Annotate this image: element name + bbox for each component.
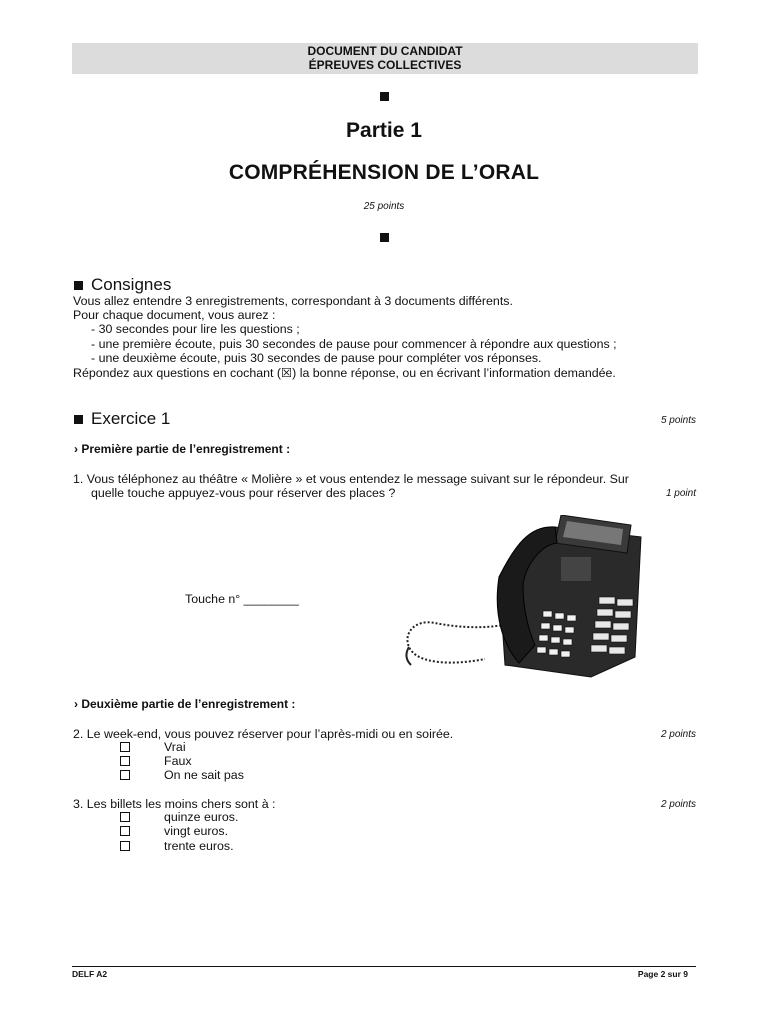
q3-option-label: vingt euros. xyxy=(164,824,229,838)
exercice-points: 5 points xyxy=(660,415,696,426)
q1-answer-field[interactable]: Touche n° ________ xyxy=(185,592,299,606)
part1-heading: › Première partie de l’enregistrement : xyxy=(74,442,291,456)
q1-points: 1 point xyxy=(665,488,696,499)
q3-option[interactable] xyxy=(120,824,228,838)
q2-option[interactable] xyxy=(120,768,244,782)
header-line-2: ÉPREUVES COLLECTIVES xyxy=(308,58,462,72)
q2-text: 2. Le week-end, vous pouvez réserver pour l’après-midi ou en soirée. xyxy=(73,727,454,741)
part2-heading: › Deuxième partie de l’enregistrement : xyxy=(74,697,296,711)
q2-option-label: Vrai xyxy=(164,740,186,754)
consignes-line: Pour chaque document, vous aurez : xyxy=(73,308,276,322)
consignes-line: Vous allez entendre 3 enregistrements, correspondant à 3 documents différents. xyxy=(73,294,513,308)
square-bullet-icon xyxy=(74,415,83,424)
header-line-1: DOCUMENT DU CANDIDAT xyxy=(307,44,463,58)
q3-option[interactable] xyxy=(120,839,234,853)
section-points: 25 points xyxy=(363,201,405,212)
q3-text: 3. Les billets les moins chers sont à : xyxy=(73,797,276,811)
checkbox[interactable] xyxy=(120,826,130,836)
square-bullet-icon xyxy=(74,281,83,290)
section-title: COMPRÉHENSION DE L’ORAL xyxy=(228,161,540,184)
q3-option-label: trente euros. xyxy=(164,839,234,853)
checkbox[interactable] xyxy=(120,770,130,780)
exercice-heading-label: Exercice 1 xyxy=(91,409,171,428)
q1-text-line1: 1. Vous téléphonez au théâtre « Molière » et vous entendez le message suivant sur le répondeur. Sur xyxy=(73,472,629,486)
consignes-line: - une deuxième écoute, puis 30 secondes de pause pour compléter vos réponses. xyxy=(91,351,542,365)
q3-points: 2 points xyxy=(660,799,696,810)
q2-option-label: On ne sait pas xyxy=(164,768,244,782)
exercice-heading xyxy=(74,409,170,429)
consignes-line: - une première écoute, puis 30 secondes de pause pour commencer à répondre aux questions ; xyxy=(91,337,617,351)
q2-option[interactable] xyxy=(120,754,192,768)
checkbox[interactable] xyxy=(120,841,130,851)
square-bullet-icon xyxy=(380,92,389,101)
telephone-image xyxy=(395,515,647,687)
consignes-heading xyxy=(74,275,171,295)
consignes-heading-label: Consignes xyxy=(91,275,172,294)
checkbox[interactable] xyxy=(120,756,130,766)
partie-title: Partie 1 xyxy=(346,119,422,142)
checkbox[interactable] xyxy=(120,742,130,752)
consignes-line: - 30 secondes pour lire les questions ; xyxy=(91,322,300,336)
q2-option[interactable] xyxy=(120,740,186,754)
checkbox[interactable] xyxy=(120,812,130,822)
footer-right: Page 2 sur 9 xyxy=(637,969,688,979)
square-bullet-icon xyxy=(380,233,389,242)
q3-option-label: quinze euros. xyxy=(164,810,239,824)
q3-option[interactable] xyxy=(120,810,238,824)
consignes-line: Répondez aux questions en cochant (☒) la bonne réponse, ou en écrivant l’information demandée. xyxy=(73,366,616,380)
q2-points: 2 points xyxy=(660,729,696,740)
q1-text-line2: quelle touche appuyez-vous pour réserver des places ? xyxy=(91,486,396,500)
q2-option-label: Faux xyxy=(164,754,192,768)
document-header xyxy=(72,43,698,74)
footer-left: DELF A2 xyxy=(72,969,108,979)
footer-divider xyxy=(72,966,696,967)
